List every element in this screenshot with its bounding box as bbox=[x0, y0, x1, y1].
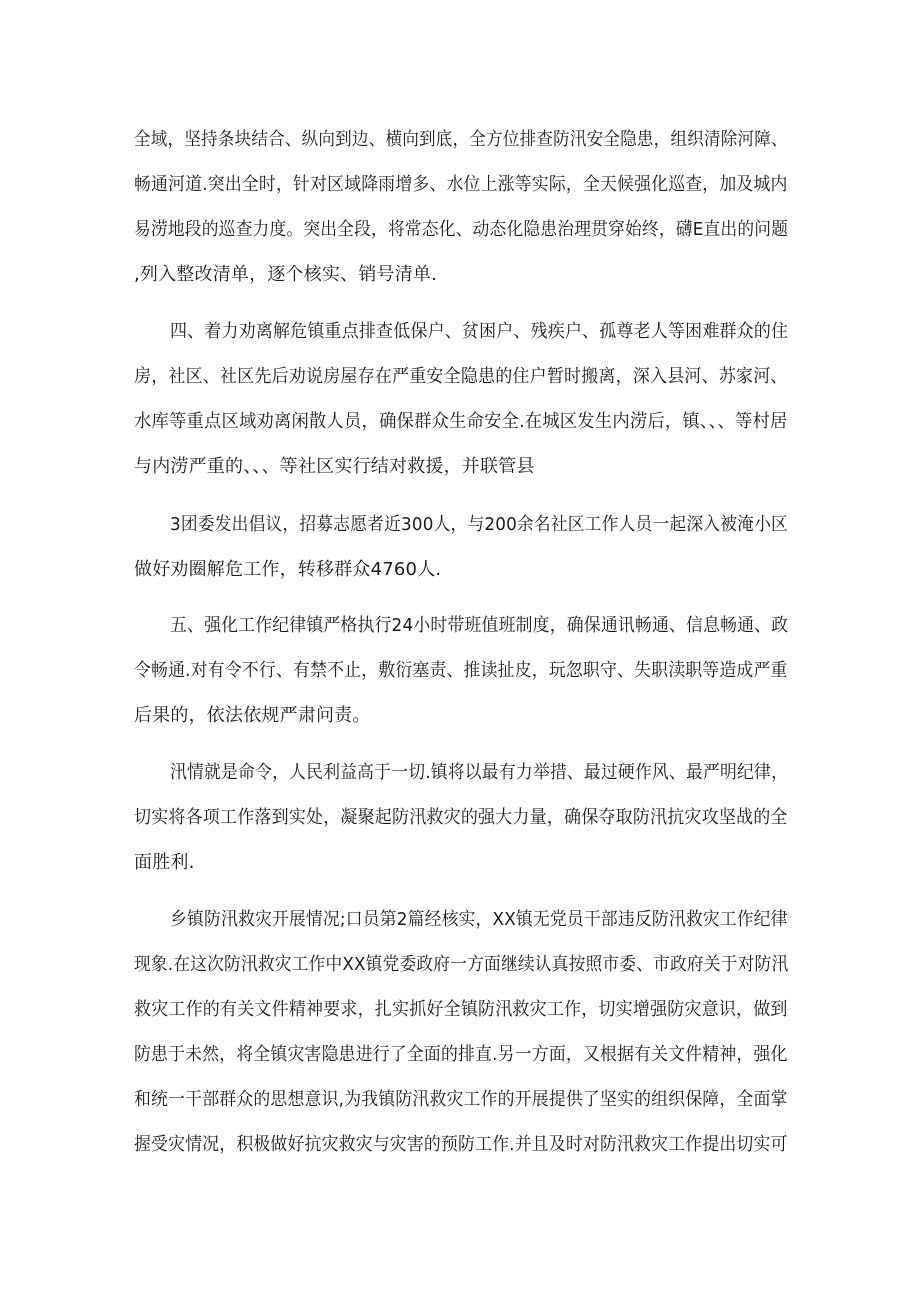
paragraph-3-line-1: 3团委发出倡议，招募志愿者近300人，与200余名社区工作人员一起深入被淹小区 bbox=[170, 514, 788, 535]
paragraph-4-line-3: 后果的，依法依规严肃问责。 bbox=[134, 705, 371, 726]
paragraph-4-line-1: 五、强化工作纪律镇严格执行24小时带班值班制度，确保通讯畅通、信息畅通、政 bbox=[170, 615, 789, 636]
paragraph-6-line-5: 和统一干部群众的思想意识,为我镇防汛救灾工作的开展提供了坚实的组织保障，全面掌 bbox=[134, 1089, 788, 1110]
paragraph-1-line-2: 畅通河道.突出全时，针对区域降雨增多、水位上涨等实际，全天候强化巡查，加及城内 bbox=[134, 174, 788, 195]
paragraph-2-line-2: 房，社区、社区先后劝说房屋存在严重安全隐患的住户暂时搬离，深入县河、苏家河、 bbox=[134, 366, 788, 387]
paragraph-1-line-1: 全域，坚持条块结合、纵向到边、横向到底，全方位排查防汛安全隐患，组织清除河障、 bbox=[134, 129, 788, 150]
paragraph-6-line-1: 乡镇防汛救灾开展情况;口员第2篇经核实，XX镇无党员干部违反防汛救灾工作纪律 bbox=[170, 909, 788, 930]
paragraph-6-line-2: 现象.在这次防汛救灾工作中XX镇党委政府一方面继续认真按照市委、市政府关于对防汛 bbox=[134, 954, 789, 975]
paragraph-3-line-2: 做好劝圈解危工作，转移群众4760人. bbox=[134, 559, 442, 580]
paragraph-6-line-3: 救灾工作的有关文件精神要求，扎实抓好全镇防汛救灾工作，切实增强防灾意识，做到 bbox=[134, 999, 788, 1020]
paragraph-1-line-3: 易涝地段的巡查力度。突出全段，将常态化、动态化隐患治理贯穿始终，礴E直出的问题 bbox=[134, 219, 789, 240]
paragraph-5-line-2: 切实将各项工作落到实处，凝聚起防汛救灾的强大力量，确保夺取防汛抗灾攻坚战的全 bbox=[134, 807, 788, 828]
paragraph-2-line-1: 四、着力劝离解危镇重点排查低保户、贫困户、残疾户、孤尊老人等困难群众的住 bbox=[170, 321, 789, 342]
paragraph-6-line-4: 防患于未然，将全镇灾害隐患进行了全面的排直.另一方面，又根据有关文件精神，强化 bbox=[134, 1044, 788, 1065]
paragraph-2-line-4: 与内涝严重的、、、等社区实行结对救援，并联管县 bbox=[134, 456, 535, 477]
paragraph-1-line-4: ,列入整改清单，逐个核实、销号清单. bbox=[134, 264, 438, 285]
paragraph-5-line-3: 面胜利. bbox=[134, 852, 195, 873]
paragraph-4-line-2: 令畅通.对有令不行、有禁不止，敷衍塞责、推读扯皮，玩忽职守、失职渎职等造成严重 bbox=[134, 660, 788, 681]
paragraph-2-line-3: 水库等重点区域劝离闲散人员，确保群众生命安全.在城区发生内涝后，镇、、、等村居 bbox=[134, 411, 788, 432]
paragraph-6-line-6: 握受灾情况，积极做好抗灾救灾与灾害的预防工作.并且及时对防汛救灾工作提出切实可 bbox=[134, 1134, 788, 1155]
paragraph-5-line-1: 汛情就是命令，人民利益高于一切.镇将以最有力举措、最过硬作风、最严明纪律， bbox=[170, 762, 789, 783]
